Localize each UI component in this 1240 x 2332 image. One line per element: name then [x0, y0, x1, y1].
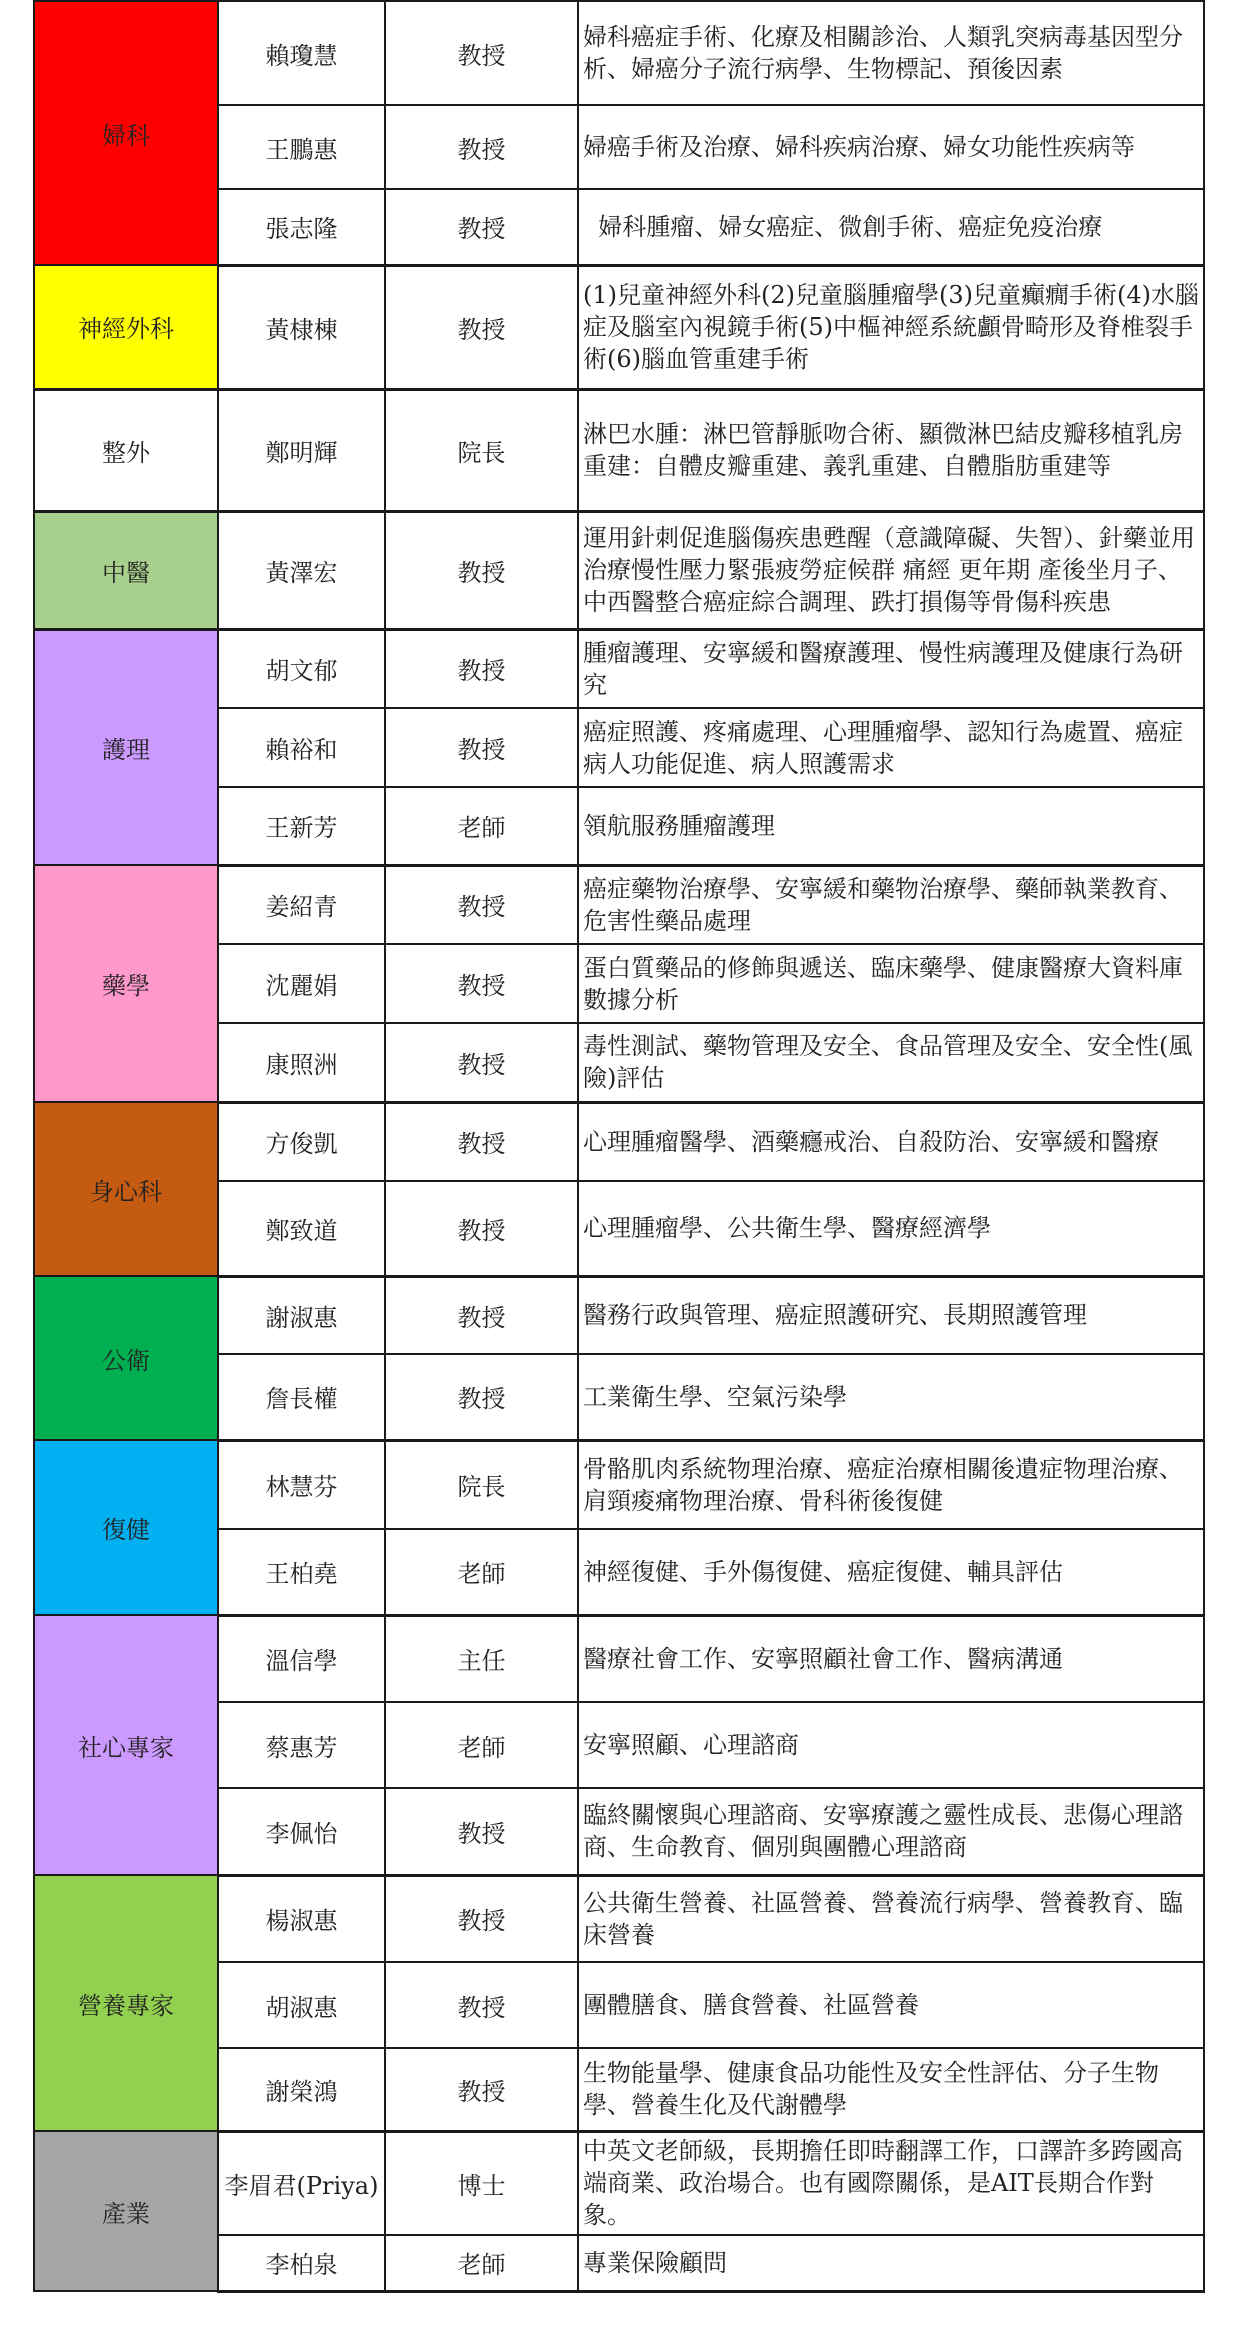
table-row	[34, 1102, 1204, 1181]
title-cell: 教授	[385, 944, 578, 1023]
name-cell: 王鵬惠	[218, 105, 385, 189]
title-cell: 教授	[385, 1962, 578, 2048]
department-cell: 公衛	[34, 1276, 218, 1440]
title-cell: 老師	[385, 1702, 578, 1788]
title-cell: 教授	[385, 1276, 578, 1354]
specialty-cell	[578, 2235, 1204, 2291]
title-cell: 老師	[385, 787, 578, 865]
title-cell: 老師	[385, 1529, 578, 1615]
title-cell: 教授	[385, 1354, 578, 1440]
specialty-text: 癌症藥物治療學、安寧緩和藥物治療學、藥師執業教育、危害性藥品處理	[583, 874, 1183, 935]
name-cell: 沈麗娟	[218, 944, 385, 1023]
title-cell: 教授	[385, 708, 578, 787]
name-cell: 鄭明輝	[218, 389, 385, 511]
name-cell: 王新芳	[218, 787, 385, 865]
table-row	[34, 865, 1204, 944]
specialty-text: (1)兒童神經外科(2)兒童腦腫瘤學(3)兒童癲癇手術(4)水腦症及腦室內視鏡手術(5)中樞神經系統顱骨畸形及脊椎裂手術(6)腦血管重建手術	[583, 281, 1199, 373]
table-row	[34, 2131, 1204, 2235]
specialty-cell	[578, 105, 1204, 189]
specialty-text: 臨終關懷與心理諮商、安寧療護之靈性成長、悲傷心理諮商、生命教育、個別與團體心理諮商	[583, 1801, 1183, 1862]
specialty-text: 生物能量學、健康食品功能性及安全性評估、分子生物學、營養生化及代謝體學	[583, 2059, 1159, 2120]
department-cell: 營養專家	[34, 1875, 218, 2131]
department-cell: 產業	[34, 2131, 218, 2291]
specialty-cell	[578, 2048, 1204, 2131]
specialty-cell	[578, 629, 1204, 708]
department-cell: 社心專家	[34, 1615, 218, 1875]
table-row	[34, 265, 1204, 389]
title-cell: 教授	[385, 1, 578, 105]
name-cell: 詹長權	[218, 1354, 385, 1440]
specialty-cell	[578, 1875, 1204, 1962]
title-cell: 院長	[385, 389, 578, 511]
table-row	[34, 1440, 1204, 1529]
specialty-text: 淋巴水腫：淋巴管靜脈吻合術、顯微淋巴結皮瓣移植乳房重建：自體皮瓣重建、義乳重建、自體脂肪重建等	[583, 420, 1183, 480]
name-cell: 方俊凱	[218, 1102, 385, 1181]
name-cell: 胡淑惠	[218, 1962, 385, 2048]
title-cell: 教授	[385, 265, 578, 389]
specialty-text: 團體膳食、膳食營養、社區營養	[583, 1991, 919, 2019]
specialty-text: 癌症照護、疼痛處理、心理腫瘤學、認知行為處置、癌症病人功能促進、病人照護需求	[583, 717, 1183, 778]
title-cell: 博士	[385, 2131, 578, 2235]
name-cell: 張志隆	[218, 189, 385, 265]
roster-body	[34, 1, 1204, 2291]
specialty-cell	[578, 787, 1204, 865]
department-cell: 復健	[34, 1440, 218, 1615]
specialty-cell	[578, 944, 1204, 1023]
specialty-cell	[578, 2131, 1204, 2235]
department-cell: 身心科	[34, 1102, 218, 1276]
name-cell: 鄭致道	[218, 1181, 385, 1276]
title-cell: 院長	[385, 1440, 578, 1529]
name-cell: 王柏堯	[218, 1529, 385, 1615]
specialty-text: 工業衛生學、空氣污染學	[583, 1382, 847, 1411]
name-cell: 賴瓊慧	[218, 1, 385, 105]
specialty-cell	[578, 865, 1204, 944]
specialty-cell	[578, 511, 1204, 629]
specialty-cell	[578, 1788, 1204, 1875]
department-cell: 整外	[34, 389, 218, 511]
faculty-roster-table	[33, 0, 1205, 2293]
specialty-cell	[578, 1023, 1204, 1102]
title-cell: 教授	[385, 2048, 578, 2131]
specialty-text: 蛋白質藥品的修飾與遞送、臨床藥學、健康醫療大資料庫數據分析	[583, 953, 1183, 1014]
title-cell: 教授	[385, 189, 578, 265]
specialty-cell	[578, 1, 1204, 105]
title-cell: 主任	[385, 1615, 578, 1702]
specialty-cell	[578, 1962, 1204, 2048]
specialty-cell	[578, 1276, 1204, 1354]
name-cell: 溫信學	[218, 1615, 385, 1702]
title-cell: 教授	[385, 511, 578, 629]
specialty-cell	[578, 708, 1204, 787]
specialty-cell	[578, 1181, 1204, 1276]
name-cell: 林慧芬	[218, 1440, 385, 1529]
name-cell: 蔡惠芳	[218, 1702, 385, 1788]
specialty-cell	[578, 1102, 1204, 1181]
department-cell: 藥學	[34, 865, 218, 1102]
department-cell: 護理	[34, 629, 218, 865]
title-cell: 教授	[385, 865, 578, 944]
specialty-text: 安寧照顧、心理諮商	[583, 1731, 799, 1759]
specialty-cell	[578, 189, 1204, 265]
specialty-text: 領航服務腫瘤護理	[583, 811, 775, 840]
name-cell: 康照洲	[218, 1023, 385, 1102]
name-cell: 李柏泉	[218, 2235, 385, 2291]
specialty-text: 中英文老師級，長期擔任即時翻譯工作，口譯許多跨國高端商業、政治場合。也有國際關係，是AIT長期合作對象。	[583, 2137, 1183, 2230]
name-cell: 謝淑惠	[218, 1276, 385, 1354]
specialty-text: 毒性測試、藥物管理及安全、食品管理及安全、安全性(風險)評估	[583, 1032, 1193, 1093]
table-row	[34, 1, 1204, 105]
specialty-text: 醫療社會工作、安寧照顧社會工作、醫病溝通	[583, 1644, 1063, 1673]
name-cell: 胡文郁	[218, 629, 385, 708]
table-row	[34, 389, 1204, 511]
title-cell: 老師	[385, 2235, 578, 2291]
table-row	[34, 629, 1204, 708]
department-cell: 中醫	[34, 511, 218, 629]
specialty-text: 運用針刺促進腦傷疾患甦醒（意識障礙、失智）、針藥並用治療慢性壓力緊張疲勞症候群 痛經 更年期 產後坐月子、中西醫整合癌症綜合調理、跌打損傷等骨傷科疾患	[583, 524, 1195, 616]
specialty-cell	[578, 1615, 1204, 1702]
table-row	[34, 1276, 1204, 1354]
title-cell: 教授	[385, 105, 578, 189]
specialty-text: 神經復健、手外傷復健、癌症復健、輔具評估	[583, 1557, 1063, 1586]
name-cell: 李眉君(Priya)	[218, 2131, 385, 2235]
faculty-roster-sheet	[33, 0, 1203, 2293]
specialty-cell	[578, 389, 1204, 511]
name-cell: 賴裕和	[218, 708, 385, 787]
name-cell: 姜紹青	[218, 865, 385, 944]
specialty-text: 心理腫瘤學、公共衛生學、醫療經濟學	[583, 1214, 991, 1243]
department-cell: 神經外科	[34, 265, 218, 389]
name-cell: 黃澤宏	[218, 511, 385, 629]
department-cell: 婦科	[34, 1, 218, 265]
specialty-text: 心理腫瘤醫學、酒藥癮戒治、自殺防治、安寧緩和醫療	[583, 1127, 1159, 1156]
specialty-text: 腫瘤護理、安寧緩和醫療護理、慢性病護理及健康行為研究	[583, 638, 1183, 699]
specialty-text: 婦科癌症手術、化療及相關診治、人類乳突病毒基因型分析、婦癌分子流行病學、生物標記、預後因素	[583, 23, 1183, 83]
specialty-cell	[578, 1702, 1204, 1788]
title-cell: 教授	[385, 1102, 578, 1181]
title-cell: 教授	[385, 629, 578, 708]
title-cell: 教授	[385, 1181, 578, 1276]
specialty-cell	[578, 265, 1204, 389]
specialty-text: 骨骼肌肉系統物理治療、癌症治療相關後遺症物理治療、肩頸痠痛物理治療、骨科術後復健	[583, 1454, 1183, 1515]
name-cell: 李佩怡	[218, 1788, 385, 1875]
table-row	[34, 1615, 1204, 1702]
name-cell: 楊淑惠	[218, 1875, 385, 1962]
specialty-text: 婦癌手術及治療、婦科疾病治療、婦女功能性疾病等	[583, 133, 1135, 161]
title-cell: 教授	[385, 1788, 578, 1875]
table-row	[34, 511, 1204, 629]
specialty-text: 婦科腫瘤、婦女癌症、微創手術、癌症免疫治療	[583, 212, 1103, 241]
title-cell: 教授	[385, 1023, 578, 1102]
specialty-cell	[578, 1529, 1204, 1615]
specialty-text: 專業保險顧問	[583, 2248, 727, 2277]
name-cell: 黃棣棟	[218, 265, 385, 389]
specialty-cell	[578, 1440, 1204, 1529]
table-row	[34, 1875, 1204, 1962]
title-cell: 教授	[385, 1875, 578, 1962]
specialty-text: 公共衛生營養、社區營養、營養流行病學、營養教育、臨床營養	[583, 1888, 1183, 1949]
specialty-text: 醫務行政與管理、癌症照護研究、長期照護管理	[583, 1301, 1087, 1330]
name-cell: 謝榮鴻	[218, 2048, 385, 2131]
specialty-cell	[578, 1354, 1204, 1440]
